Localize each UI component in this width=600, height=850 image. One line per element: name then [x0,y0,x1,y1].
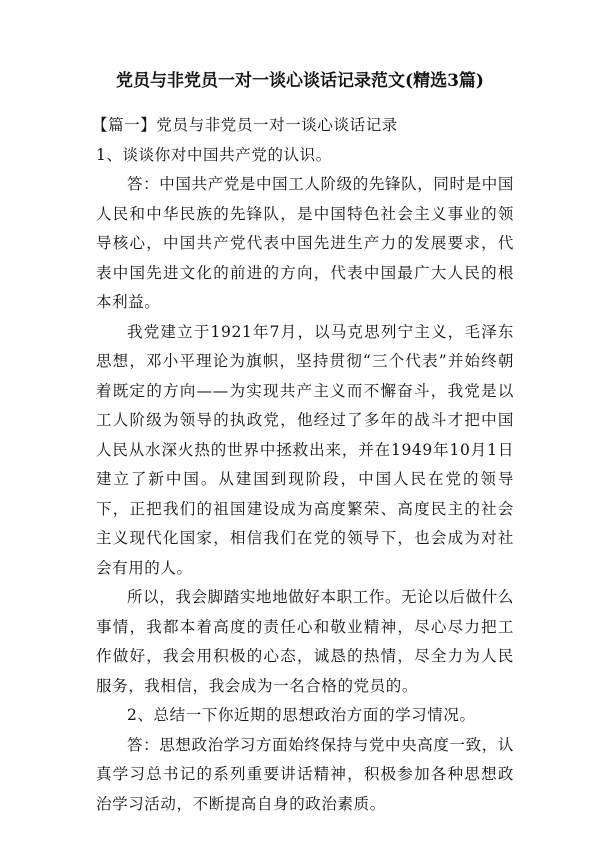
question-1: 1、谈谈你对中国共产党的认识。 [96,145,332,164]
answer-1-paragraph-1: 答：中国共产党是中国工人阶级的先锋队，同时是中国人民和中华民族的先锋队，是中国特色社会主义事业的领导核心，中国共产党代表中国先进生产力的发展要求，代表中国先进文化的前进的方向，代表中国最广大人民的根本利益。 [96,175,514,311]
answer-1-paragraph-3: 所以，我会脚踏实地地做好本职工作。无论以后做什么事情，我都本着高度的责任心和敬业精神，尽心尽力把工作做好，我会用积极的心态，诚恳的热情，尽全力为人民服务，我相信，我会成为一名合格的党员的。 [96,588,514,695]
document-body [92,111,514,819]
question-2: 2、总结一下你近期的思想政治方面的学习情况。 [127,706,476,724]
answer-2-paragraph-1: 答：思想政治学习方面始终保持与党中央高度一致，认真学习总书记的系列重要讲话精神，积极参加各种思想政治学习活动，不断提高自身的政治素质。 [96,735,514,813]
answer-1-paragraph-2: 我党建立于1921年7月，以马克思列宁主义，毛泽东思想，邓小平理论为旗帜，坚持贯彻“三个代表”并始终朝着既定的方向——为实现共产主义而不懈奋斗，我党是以工人阶级为领导的执政党，他经过了多年的战斗才把中国人民从水深火热的世界中拯救出来，并在1949年10月1日建立了新中国。从建国到现阶段，中国人民在党的领导下，正把我们的祖国建设成为高度繁荣、高度民主的社会主义现代化国家，相信我们在党的领导下，也会成为对社会有用的人。 [96,322,514,577]
document-title: 党员与非党员一对一谈心谈话记录范文(精选3篇) [116,71,484,91]
section-heading: 【篇一】党员与非党员一对一谈心谈话记录 [92,116,398,134]
